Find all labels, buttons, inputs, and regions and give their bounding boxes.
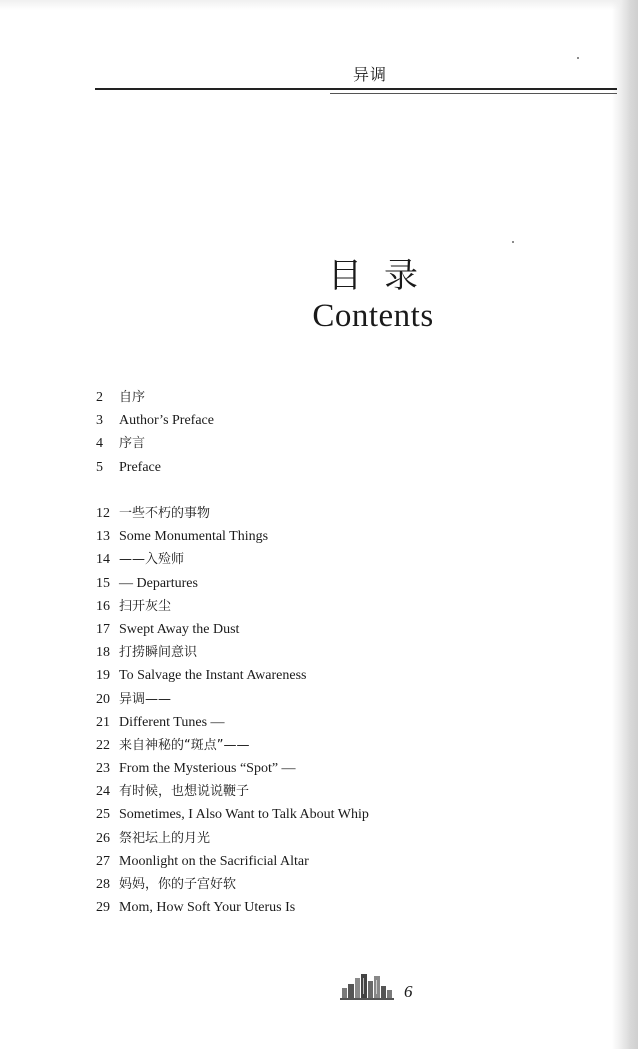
toc-page-number: 13	[96, 529, 110, 545]
scan-speck	[577, 57, 579, 59]
toc-entry-title: Different Tunes —	[119, 714, 225, 730]
toc-page-number: 28	[96, 877, 110, 892]
toc-entry	[96, 525, 596, 548]
toc-entry	[96, 896, 596, 919]
page-edge-shadow	[612, 0, 638, 1049]
toc-entry	[96, 757, 596, 780]
toc-page-number: 21	[96, 714, 110, 730]
toc-page-number: 27	[96, 853, 110, 869]
toc-page-number: 16	[96, 598, 110, 614]
toc-group-essays	[96, 502, 596, 919]
toc-page-number: 19	[96, 668, 110, 684]
toc-page-number: 4	[96, 436, 103, 452]
toc-entry	[96, 850, 596, 873]
toc-page-number: 3	[96, 413, 103, 429]
toc-entry	[96, 688, 596, 711]
page-number: 6	[404, 982, 413, 1001]
toc-entry	[96, 827, 596, 850]
running-head: 异调	[352, 67, 387, 84]
toc-page-number: 15	[96, 575, 110, 591]
contents-title	[300, 255, 446, 335]
toc-entry	[96, 618, 596, 641]
toc-page-number: 17	[96, 621, 110, 637]
toc-entry	[96, 432, 596, 455]
toc-entry-title: 打捞瞬间意识	[119, 645, 198, 661]
toc-page-number: 14	[96, 552, 110, 568]
toc-entry	[96, 873, 596, 896]
toc-entry	[96, 641, 596, 664]
city-skyline-icon	[340, 972, 394, 1000]
toc-entry	[96, 780, 596, 803]
toc-entry	[96, 711, 596, 734]
toc-entry-title: — Departures	[119, 575, 198, 591]
toc-page-number: 5	[96, 459, 103, 475]
toc-entry-title: 序言	[119, 436, 146, 452]
toc-entry-title: 异调——	[119, 691, 172, 707]
toc-entry-title: 祭祀坛上的月光	[119, 830, 211, 846]
toc-entry-title: 来自神秘的“斑点”——	[119, 737, 250, 753]
toc-entry	[96, 803, 596, 826]
toc-entry-title: To Salvage the Instant Awareness	[119, 668, 307, 684]
toc-entry-title: Some Monumental Things	[119, 529, 269, 545]
toc-entry	[96, 595, 596, 618]
toc-entry-title: Mom, How Soft Your Uterus Is	[119, 900, 296, 916]
toc-entry	[96, 386, 596, 409]
toc-entry-title: Moonlight on the Sacrificial Altar	[119, 853, 309, 869]
title-chinese: 目录	[328, 256, 440, 296]
toc-page-number: 24	[96, 784, 110, 800]
title-english: Contents	[312, 298, 434, 334]
toc-entry-title: 一些不朽的事物	[119, 506, 211, 521]
toc-entry-title: Swept Away the Dust	[119, 621, 240, 637]
toc-page-number: 25	[96, 807, 110, 823]
toc-page-number: 29	[96, 900, 110, 916]
toc-entry	[96, 664, 596, 687]
toc-page-number: 2	[96, 390, 103, 405]
header-rule	[95, 88, 617, 90]
toc-entry-title: Preface	[119, 459, 161, 475]
toc-entry-title: 扫开灰尘	[119, 598, 172, 614]
toc-entry	[96, 548, 596, 571]
toc-page-number: 26	[96, 830, 110, 846]
toc-page-number: 18	[96, 645, 110, 661]
toc-entry-title: Author’s Preface	[119, 413, 214, 429]
toc-entry-title: 妈妈，你的子宫好软	[119, 877, 237, 892]
toc-page-number: 20	[96, 691, 110, 707]
toc-page-number: 23	[96, 761, 110, 777]
toc-entry-title: ——入殓师	[119, 552, 185, 568]
toc-entry	[96, 572, 596, 595]
header-rule-thin	[330, 93, 617, 94]
toc-entry-title: 自序	[119, 390, 146, 405]
toc-page-number: 12	[96, 506, 110, 521]
page-top-shadow	[0, 0, 638, 10]
toc-entry-title: 有时候，也想说说鞭子	[119, 784, 250, 800]
toc-entry	[96, 456, 596, 479]
toc-entry	[96, 409, 596, 432]
scan-speck	[512, 241, 514, 243]
toc-entry-title: From the Mysterious “Spot” —	[119, 761, 296, 777]
toc-page-number: 22	[96, 737, 110, 753]
toc-group-front-matter	[96, 386, 596, 479]
toc-entry	[96, 734, 596, 757]
toc-entry	[96, 502, 596, 525]
toc-entry-title: Sometimes, I Also Want to Talk About Whip	[119, 807, 369, 823]
